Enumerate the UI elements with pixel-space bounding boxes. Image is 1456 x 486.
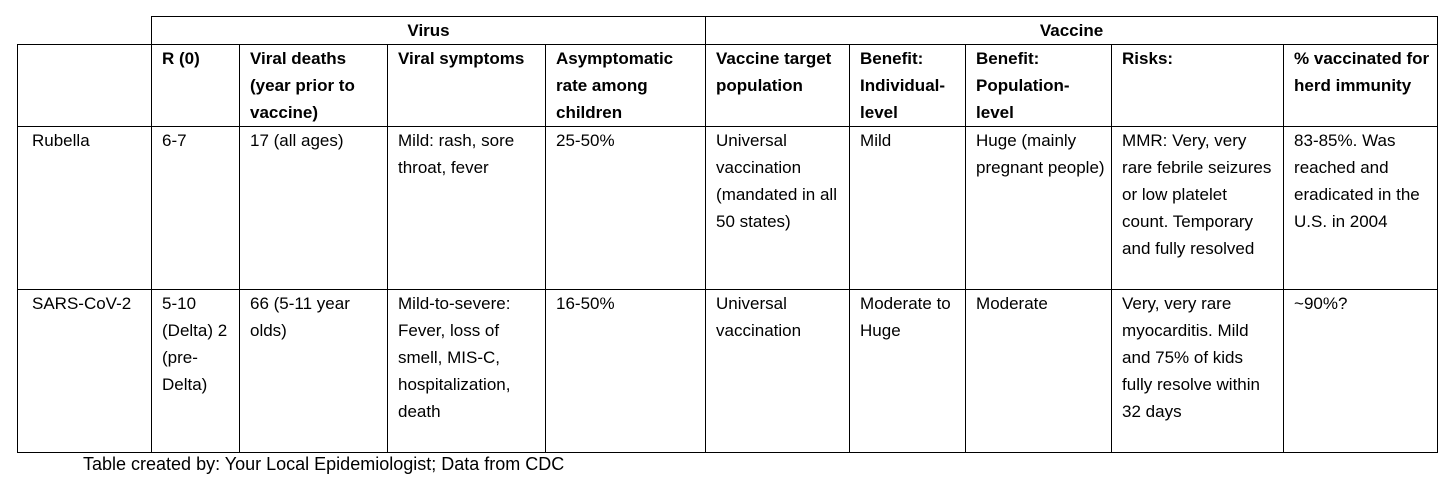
column-header: Viral deaths (year prior to vaccine) [240,45,388,127]
corner-cell [18,17,152,45]
table-cell: Moderate to Huge [850,290,966,453]
table-cell: ~90%? [1284,290,1438,453]
table-cell: 17 (all ages) [240,127,388,290]
table-cell: 66 (5-11 year olds) [240,290,388,453]
group-virus: Virus [152,17,706,45]
table-cell: Mild [850,127,966,290]
column-header: Benefit: Individual-level [850,45,966,127]
group-header-row [18,17,1438,45]
row-name: SARS-CoV-2 [18,290,152,453]
table-cell: Mild-to-severe: Fever, loss of smell, MIS-C, hospitalization, death [388,290,546,453]
column-header: Benefit: Population-level [966,45,1112,127]
column-header-row [18,45,1438,127]
column-header: R (0) [152,45,240,127]
comparison-table [17,16,1438,453]
column-header: % vaccinated for herd immunity [1284,45,1438,127]
column-header: Viral symptoms [388,45,546,127]
table-cell: Moderate [966,290,1112,453]
column-header: Vaccine target population [706,45,850,127]
table-row-rubella [18,127,1438,290]
table-cell: 5-10 (Delta) 2 (pre-Delta) [152,290,240,453]
table-cell: Huge (mainly pregnant people) [966,127,1112,290]
row-label-header [18,45,152,127]
group-vaccine: Vaccine [706,17,1438,45]
column-header: Asymptomatic rate among children [546,45,706,127]
table-cell: Universal vaccination [706,290,850,453]
table-cell: Mild: rash, sore throat, fever [388,127,546,290]
table-caption: Table created by: Your Local Epidemiologist; Data from CDC [83,454,565,474]
table-cell: 6-7 [152,127,240,290]
row-name: Rubella [18,127,152,290]
table-cell: MMR: Very, very rare febrile seizures or low platelet count. Temporary and fully resolved [1112,127,1284,290]
table-cell: 83-85%. Was reached and eradicated in the U.S. in 2004 [1284,127,1438,290]
table-cell: 25-50% [546,127,706,290]
table-cell: 16-50% [546,290,706,453]
table-row-sars-cov-2 [18,290,1438,453]
table-cell: Universal vaccination (mandated in all 50 states) [706,127,850,290]
column-header: Risks: [1112,45,1284,127]
table-cell: Very, very rare myocarditis. Mild and 75% of kids fully resolve within 32 days [1112,290,1284,453]
